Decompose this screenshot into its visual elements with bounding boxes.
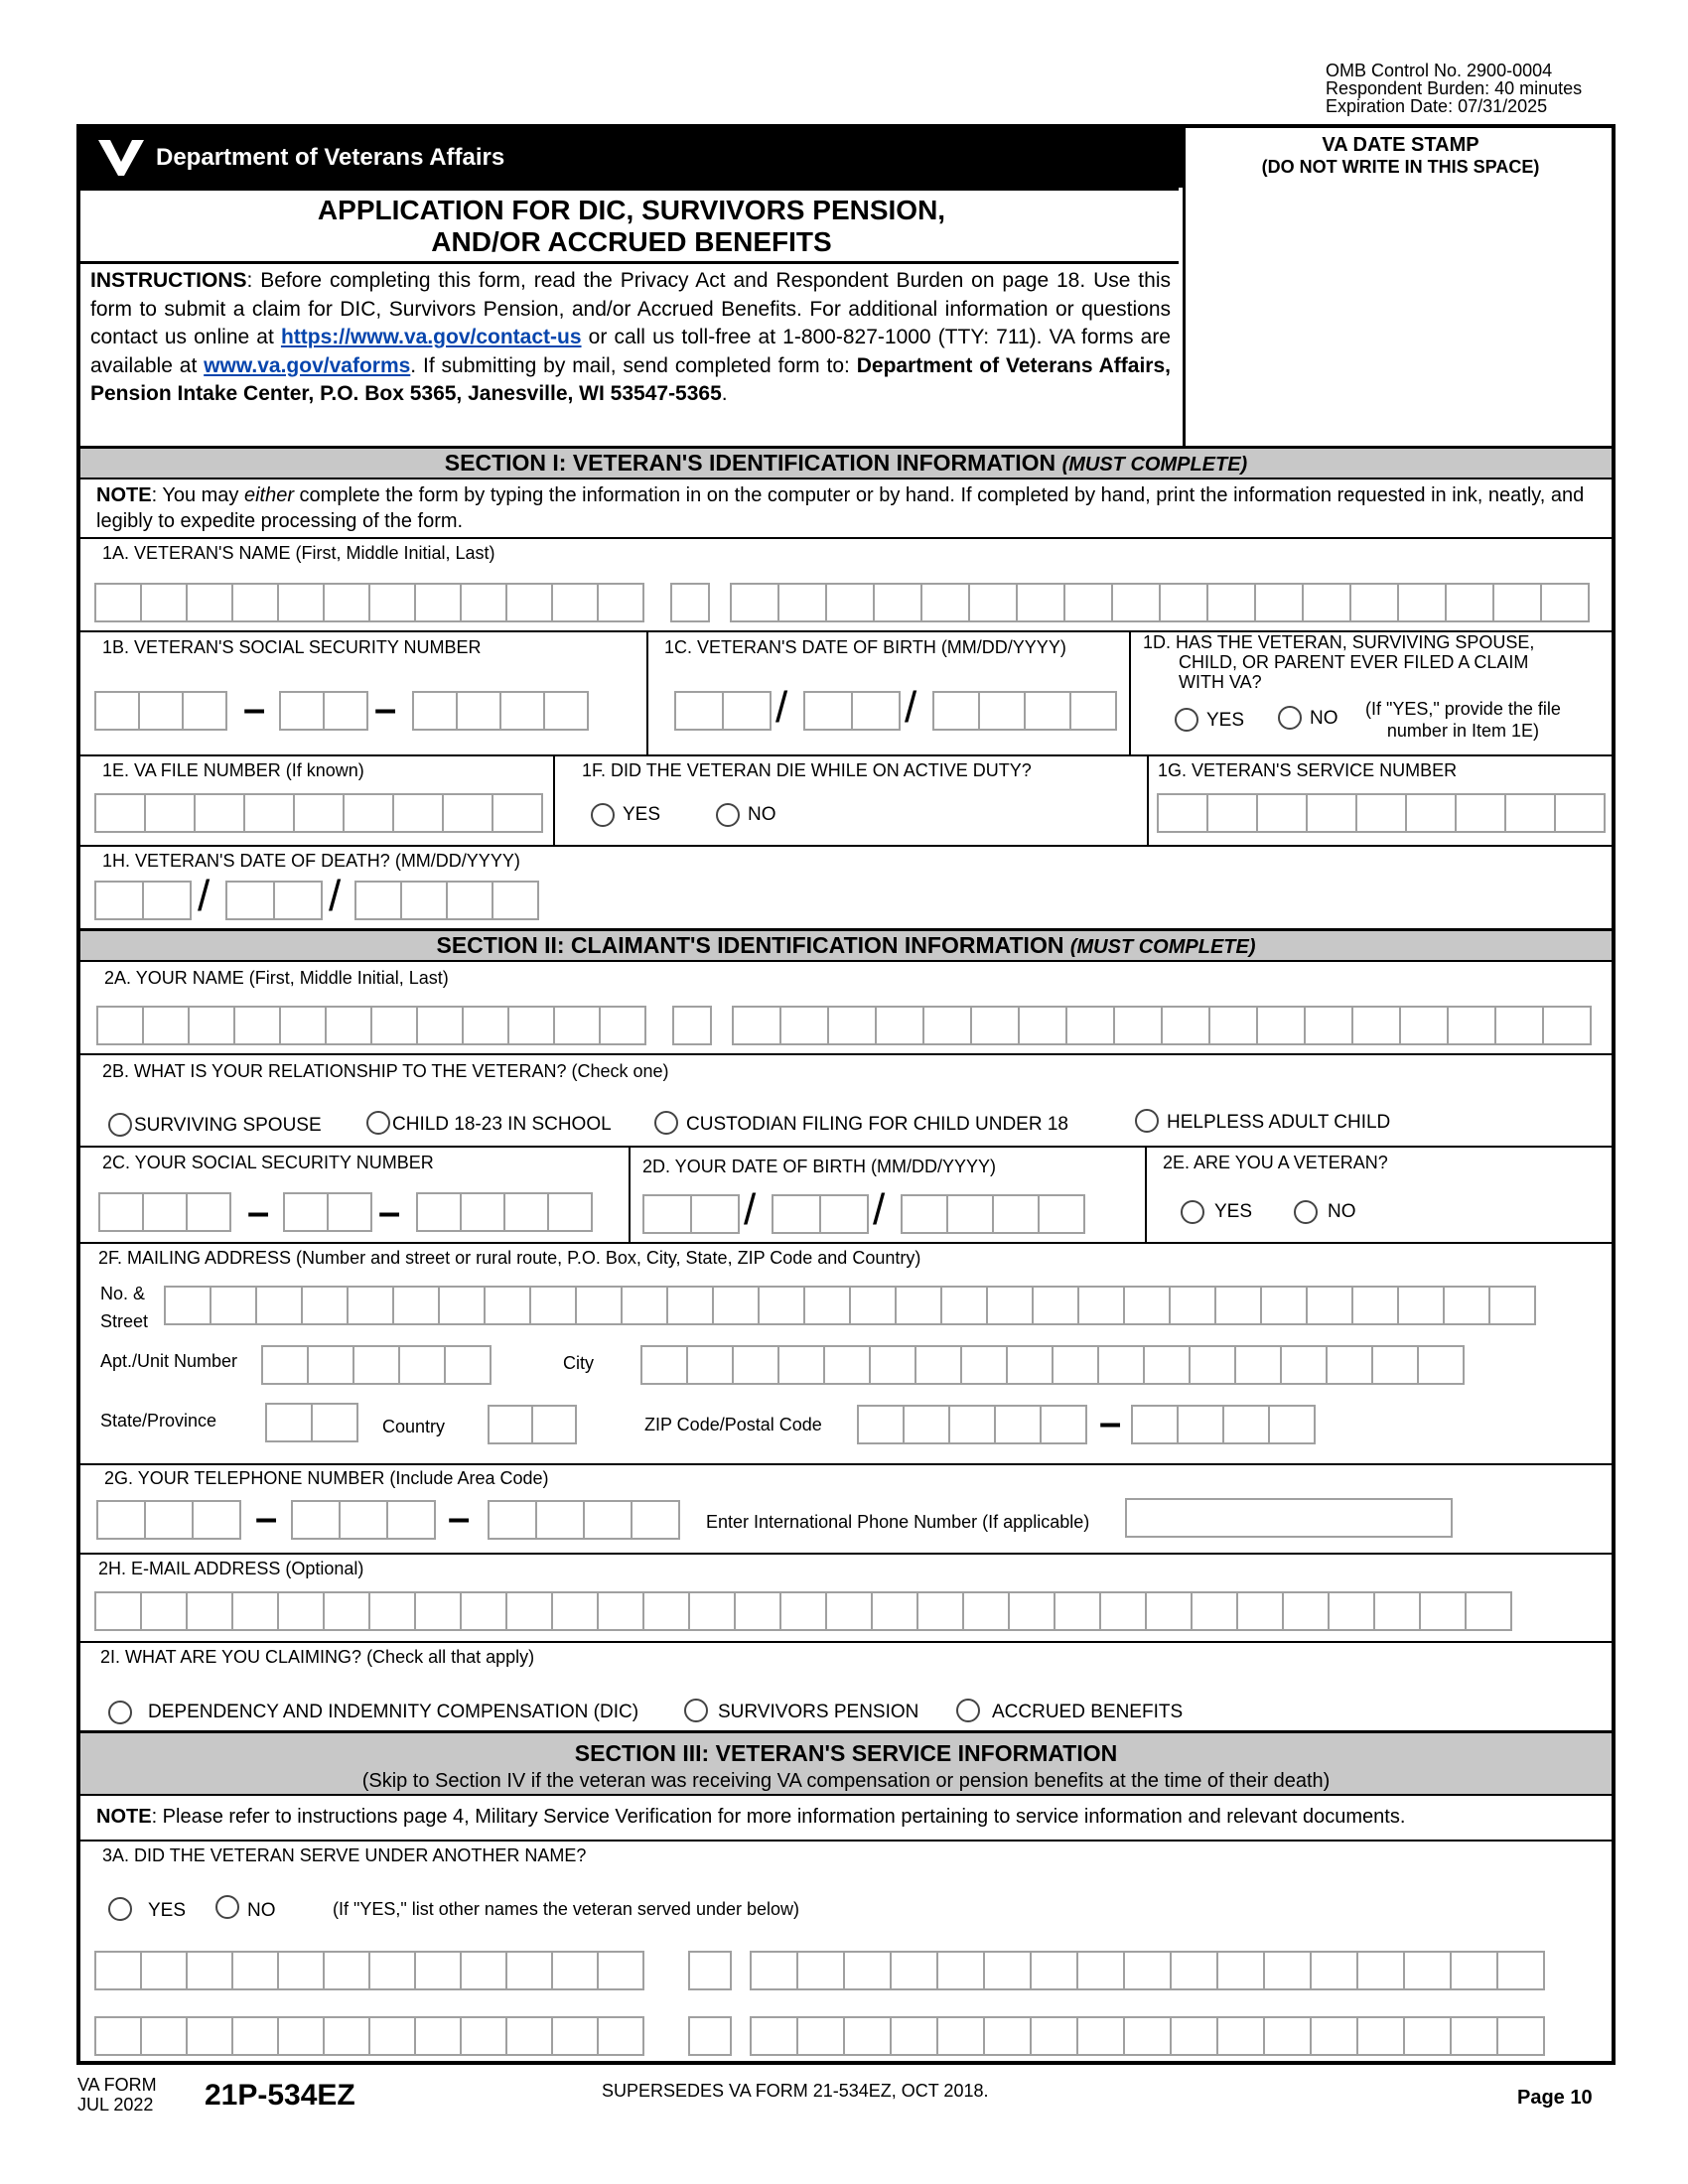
vaforms-link[interactable]: www.va.gov/vaforms [204, 353, 411, 377]
label-1f-no: NO [748, 804, 776, 825]
note-1d: (If "YES," provide the file number in Item 1E) [1365, 699, 1561, 741]
label-1h: 1H. VETERAN'S DATE OF DEATH? (MM/DD/YYYY) [102, 851, 520, 871]
label-2e: 2E. ARE YOU A VETERAN? [1163, 1153, 1388, 1172]
checkbox-accrued-benefits[interactable] [956, 1699, 980, 1722]
veteran-service-number-input[interactable] [1157, 793, 1604, 833]
contact-us-link[interactable]: https://www.va.gov/contact-us [280, 326, 582, 348]
label-1f: 1F. DID THE VETERAN DIE WHILE ON ACTIVE DUTY? [582, 760, 1032, 780]
apt-input[interactable] [261, 1345, 490, 1385]
title-line-1: APPLICATION FOR DIC, SURVIVORS PENSION, [317, 195, 946, 225]
omb-info [1326, 62, 1582, 115]
veteran-first-name-input[interactable] [94, 583, 642, 622]
label-2e-no: NO [1328, 1201, 1356, 1222]
zip-input[interactable] [857, 1405, 1085, 1444]
omb-burden: Respondent Burden: 40 minutes [1326, 78, 1583, 98]
other-name-2-middle[interactable] [688, 2016, 730, 2056]
section-2-header: SECTION II: CLAIMANT'S IDENTIFICATION INFORMATION (MUST COMPLETE) [80, 928, 1612, 962]
label-survivors-pension: SURVIVORS PENSION [718, 1702, 919, 1722]
city-input[interactable] [640, 1345, 1463, 1385]
label-intl-phone: Enter International Phone Number (If applicable) [706, 1512, 1090, 1532]
claimant-dob-year[interactable] [901, 1194, 1083, 1234]
agency-banner [80, 128, 1183, 188]
phone-area-code[interactable] [96, 1500, 239, 1540]
label-2c: 2C. YOUR SOCIAL SECURITY NUMBER [102, 1153, 434, 1172]
label-2g: 2G. YOUR TELEPHONE NUMBER (Include Area Code) [104, 1468, 549, 1488]
veteran-ssn-part3[interactable] [412, 691, 587, 731]
va-seal-icon [94, 136, 148, 180]
label-2i: 2I. WHAT ARE YOU CLAIMING? (Check all that apply) [100, 1647, 535, 1667]
label-custodian: CUSTODIAN FILING FOR CHILD UNDER 18 [686, 1114, 1068, 1135]
veteran-last-name-input[interactable] [730, 583, 1588, 622]
label-state: State/Province [100, 1411, 217, 1431]
label-country: Country [382, 1417, 446, 1436]
section-3-title: SECTION III: VETERAN'S SERVICE INFORMATION [574, 1740, 1118, 1766]
label-child-in-school: CHILD 18-23 IN SCHOOL [392, 1114, 612, 1135]
label-3a-yes: YES [148, 1900, 187, 1921]
phone-prefix[interactable] [291, 1500, 434, 1540]
veteran-dob-month[interactable] [674, 691, 770, 731]
phone-line[interactable] [488, 1500, 678, 1540]
instructions: INSTRUCTIONS: Before completing this form, read the Privacy Act and Respondent Burden on page 18. Use this form to submit a claim for DIC, Survivors Pension, and/or Accrued Benefits. For additional information or questions contact us online at https://www.va.gov/contact-us or call us toll-free at 1-800-827-1000 (TTY: 711). VA forms are available at www.va.gov/vaforms. If submitting by mail, send completed form to: Department of Veterans Affairs, Pension Intake Center, P.O. Box 5365, Janesville, WI 53547-5365. [90, 269, 1171, 405]
footer-form-meta: VA FORM JUL 2022 [77, 2075, 157, 2115]
claimant-ssn-part1[interactable] [98, 1192, 229, 1232]
footer-page-number: Page 10 [1517, 2087, 1593, 2109]
radio-1d-no[interactable] [1278, 706, 1302, 730]
claimant-dob-day[interactable] [772, 1194, 867, 1234]
veteran-dod-day[interactable] [225, 881, 321, 920]
radio-3a-no[interactable] [215, 1895, 239, 1919]
label-dic: DEPENDENCY AND INDEMNITY COMPENSATION (DIC) [148, 1702, 639, 1722]
section-3-subtitle: (Skip to Section IV if the veteran was receiving VA compensation or pension benefits at the time of their death) [361, 1770, 1331, 1792]
veteran-middle-initial-input[interactable] [670, 583, 708, 622]
label-1f-yes: YES [623, 804, 661, 825]
label-1e: 1E. VA FILE NUMBER (If known) [102, 760, 364, 780]
agency-name: Department of Veterans Affairs [156, 144, 505, 171]
section-3-note: NOTE: Please refer to instructions page 4, Military Service Verification for more information pertaining to service information and relevant documents. [96, 1806, 1406, 1828]
label-1c: 1C. VETERAN'S DATE OF BIRTH (MM/DD/YYYY) [664, 637, 1066, 657]
label-helpless-adult-child: HELPLESS ADULT CHILD [1167, 1112, 1391, 1133]
checkbox-survivors-pension[interactable] [684, 1699, 708, 1722]
va-file-number-input[interactable] [94, 793, 541, 833]
label-apt: Apt./Unit Number [100, 1351, 238, 1371]
street-input[interactable] [164, 1286, 1534, 1325]
label-1d: 1D. HAS THE VETERAN, SURVIVING SPOUSE, CHILD, OR PARENT EVER FILED A CLAIM WITH VA? [1143, 632, 1535, 692]
radio-1f-yes[interactable] [591, 803, 615, 827]
label-zip: ZIP Code/Postal Code [644, 1415, 822, 1434]
label-1a: 1A. VETERAN'S NAME (First, Middle Initial, Last) [102, 543, 495, 563]
country-input[interactable] [488, 1405, 575, 1444]
intl-phone-input[interactable] [1125, 1498, 1453, 1538]
claimant-dob-month[interactable] [642, 1194, 738, 1234]
label-2d: 2D. YOUR DATE OF BIRTH (MM/DD/YYYY) [642, 1157, 997, 1176]
label-accrued-benefits: ACCRUED BENEFITS [992, 1702, 1184, 1722]
other-name-2-last[interactable] [750, 2016, 1543, 2056]
radio-surviving-spouse[interactable] [108, 1113, 132, 1137]
date-stamp-area [1183, 128, 1616, 446]
radio-1f-no[interactable] [716, 803, 740, 827]
radio-child-in-school[interactable] [366, 1111, 390, 1135]
footer-supersedes: SUPERSEDES VA FORM 21-534EZ, OCT 2018. [602, 2081, 989, 2101]
veteran-ssn-part1[interactable] [94, 691, 225, 731]
label-2b: 2B. WHAT IS YOUR RELATIONSHIP TO THE VETERAN? (Check one) [102, 1061, 669, 1081]
claimant-last-name-input[interactable] [732, 1006, 1590, 1045]
stamp-subtitle: (DO NOT WRITE IN THIS SPACE) [1261, 157, 1540, 177]
claimant-ssn-part3[interactable] [416, 1192, 591, 1232]
claimant-ssn-part2[interactable] [283, 1192, 370, 1232]
label-3a-no: NO [247, 1900, 276, 1921]
other-name-2-first[interactable] [94, 2016, 642, 2056]
label-1b: 1B. VETERAN'S SOCIAL SECURITY NUMBER [102, 637, 482, 657]
veteran-dod-month[interactable] [94, 881, 190, 920]
label-3a: 3A. DID THE VETERAN SERVE UNDER ANOTHER NAME? [102, 1845, 587, 1865]
other-name-1-middle[interactable] [688, 1951, 730, 1990]
label-2f: 2F. MAILING ADDRESS (Number and street or rural route, P.O. Box, City, State, ZIP Code and Country) [98, 1248, 921, 1268]
title-line-2: AND/OR ACCRUED BENEFITS [431, 226, 832, 257]
label-2e-yes: YES [1214, 1201, 1253, 1222]
radio-2e-yes[interactable] [1181, 1200, 1204, 1224]
radio-3a-yes[interactable] [108, 1897, 132, 1921]
label-2a: 2A. YOUR NAME (First, Middle Initial, Last) [104, 968, 449, 988]
label-street: No. & Street [100, 1284, 149, 1331]
label-city: City [563, 1353, 594, 1373]
veteran-ssn-part2[interactable] [279, 691, 366, 731]
label-surviving-spouse: SURVIVING SPOUSE [134, 1115, 322, 1136]
veteran-dob-day[interactable] [803, 691, 899, 731]
radio-helpless-adult-child[interactable] [1135, 1109, 1159, 1133]
form-title [80, 195, 1183, 258]
email-input[interactable] [94, 1591, 1510, 1631]
label-1d-yes: YES [1206, 710, 1245, 731]
claimant-first-name-input[interactable] [96, 1006, 644, 1045]
section-1-header: SECTION I: VETERAN'S IDENTIFICATION INFORMATION (MUST COMPLETE) [80, 446, 1612, 479]
form-page: Department of Veterans Affairs VA DATE STAMP (DO NOT WRITE IN THIS SPACE) APPLICATION FOR DIC, SURVIVORS PENSION, AND/OR ACCRUED BENEFITS INSTRUCTIONS: Before completing this form, read the Privacy Act and Respondent Burden on page 18. Use this form to submit a claim for DIC, Survivors Pension, and/or Accrued Benefits. For additional information or questions contact us online at https://www.va.gov/contact-us or call us toll-free at 1-800-827-1000 (TTY: 711). VA forms are available at www.va.gov/vaforms. If submitting by mail, send completed form to: Department of Veterans Affairs, Pension Intake Center, P.O. Box 5365, Janesville, WI 53547-5365. SECTION I: VETERAN'S IDENTIFICATION INFORMATION (MUST COMPLETE) NOTE: You may either complete the form by typing the information in on the computer or by hand. If completed by hand, print the information requested in ink, neatly, and legibly to expedite processing of the form. 1A. VETERAN'S NAME (First, Middle Initial, Last) 1B. VETERAN'S SOCIAL SECURITY NUMBER – – 1C. VETERAN'S DATE OF BIRTH (MM/DD/YYYY) / / 1D. HAS THE VETERAN, SURVIVING SPOUSE, CHILD, OR PARENT EVER FILED A CLAIM WITH VA? YES NO (If "YES," provide the file number in Item 1E) 1E. VA FILE NUMBER (If known) 1F. DID THE VETERAN DIE WHILE ON ACTIVE DUTY? YES NO 1G. VETERAN'S SERVICE NUMBER 1H. VETERAN'S DATE OF DEATH? (MM/DD/YYYY) / / SECTION II: CLAIMANT'S IDENTIFICATION INFORMATION (MUST COMPLETE) 2A. YOUR NAME (First, Middle Initial, Last) 2B. WHAT IS YOUR RELATIONSHIP TO THE VETERAN? (Check one) SURVIVING SPOUSE CHILD 18-23 IN SCHOOL CUSTODIAN FILING FOR CHILD UNDER 18 HELPLESS ADULT CHILD 2C. YOUR SOCIAL SECURITY NUMBER – – 2D. YOUR DATE OF BIRTH (MM/DD/YYYY) / / 2E. ARE YOU A VETERAN? YES NO 2F. MAILING ADDRESS (Number and street or rural route, P.O. Box, City, State, ZIP Code and Country) No. & Street Apt./Unit Number City State/Province Country ZIP Code/Postal Code – 2G. YOUR TELEPHONE NUMBER (Include Area Code) – – Enter International Phone Number (If applicable) 2H. E-MAIL ADDRESS (Optional) 2I. WHAT ARE YOU CLAIMING? (Check all that apply) DEPENDENCY AND INDEMNITY COMPENSATION (DIC) SURVIVORS PENSION ACCRUED BENEFITS SECTION III: VETERAN'S SERVICE INFORMATION (Skip to Section IV if the veteran was receiving VA compensation or pension benefits at the time of their death) NOTE: Please refer to instructions page 4, Military Service Verification for more information pertaining to service information and relevant documents. 3A. DID THE VETERAN SERVE UNDER ANOTHER NAME? YES NO (If "YES," list other names the veteran served under below) [76, 124, 1616, 2065]
state-input[interactable] [265, 1403, 356, 1442]
section-1-note: NOTE: You may either complete the form by typing the information in on the computer or by hand. If completed by hand, print the information requested in ink, neatly, and legibly to expedite processing of the form. [96, 484, 1585, 532]
label-1d-no: NO [1310, 708, 1338, 729]
stamp-title: VA DATE STAMP [1322, 134, 1479, 156]
footer-form-number: 21P-534EZ [205, 2079, 355, 2112]
omb-expiration: Expiration Date: 07/31/2025 [1326, 96, 1548, 116]
other-name-1-last[interactable] [750, 1951, 1543, 1990]
radio-2e-no[interactable] [1294, 1200, 1318, 1224]
claimant-middle-initial-input[interactable] [672, 1006, 710, 1045]
label-2h: 2H. E-MAIL ADDRESS (Optional) [98, 1559, 364, 1578]
other-name-1-first[interactable] [94, 1951, 642, 1990]
checkbox-dic[interactable] [108, 1701, 132, 1724]
section-3-header [80, 1730, 1612, 1796]
note-3a: (If "YES," list other names the veteran served under below) [333, 1899, 800, 1919]
radio-1d-yes[interactable] [1175, 708, 1198, 732]
radio-custodian[interactable] [654, 1111, 678, 1135]
veteran-dod-year[interactable] [354, 881, 537, 920]
zip-plus4-input[interactable] [1131, 1405, 1314, 1444]
omb-control: OMB Control No. 2900-0004 [1326, 61, 1553, 80]
veteran-dob-year[interactable] [932, 691, 1115, 731]
label-1g: 1G. VETERAN'S SERVICE NUMBER [1158, 760, 1458, 780]
